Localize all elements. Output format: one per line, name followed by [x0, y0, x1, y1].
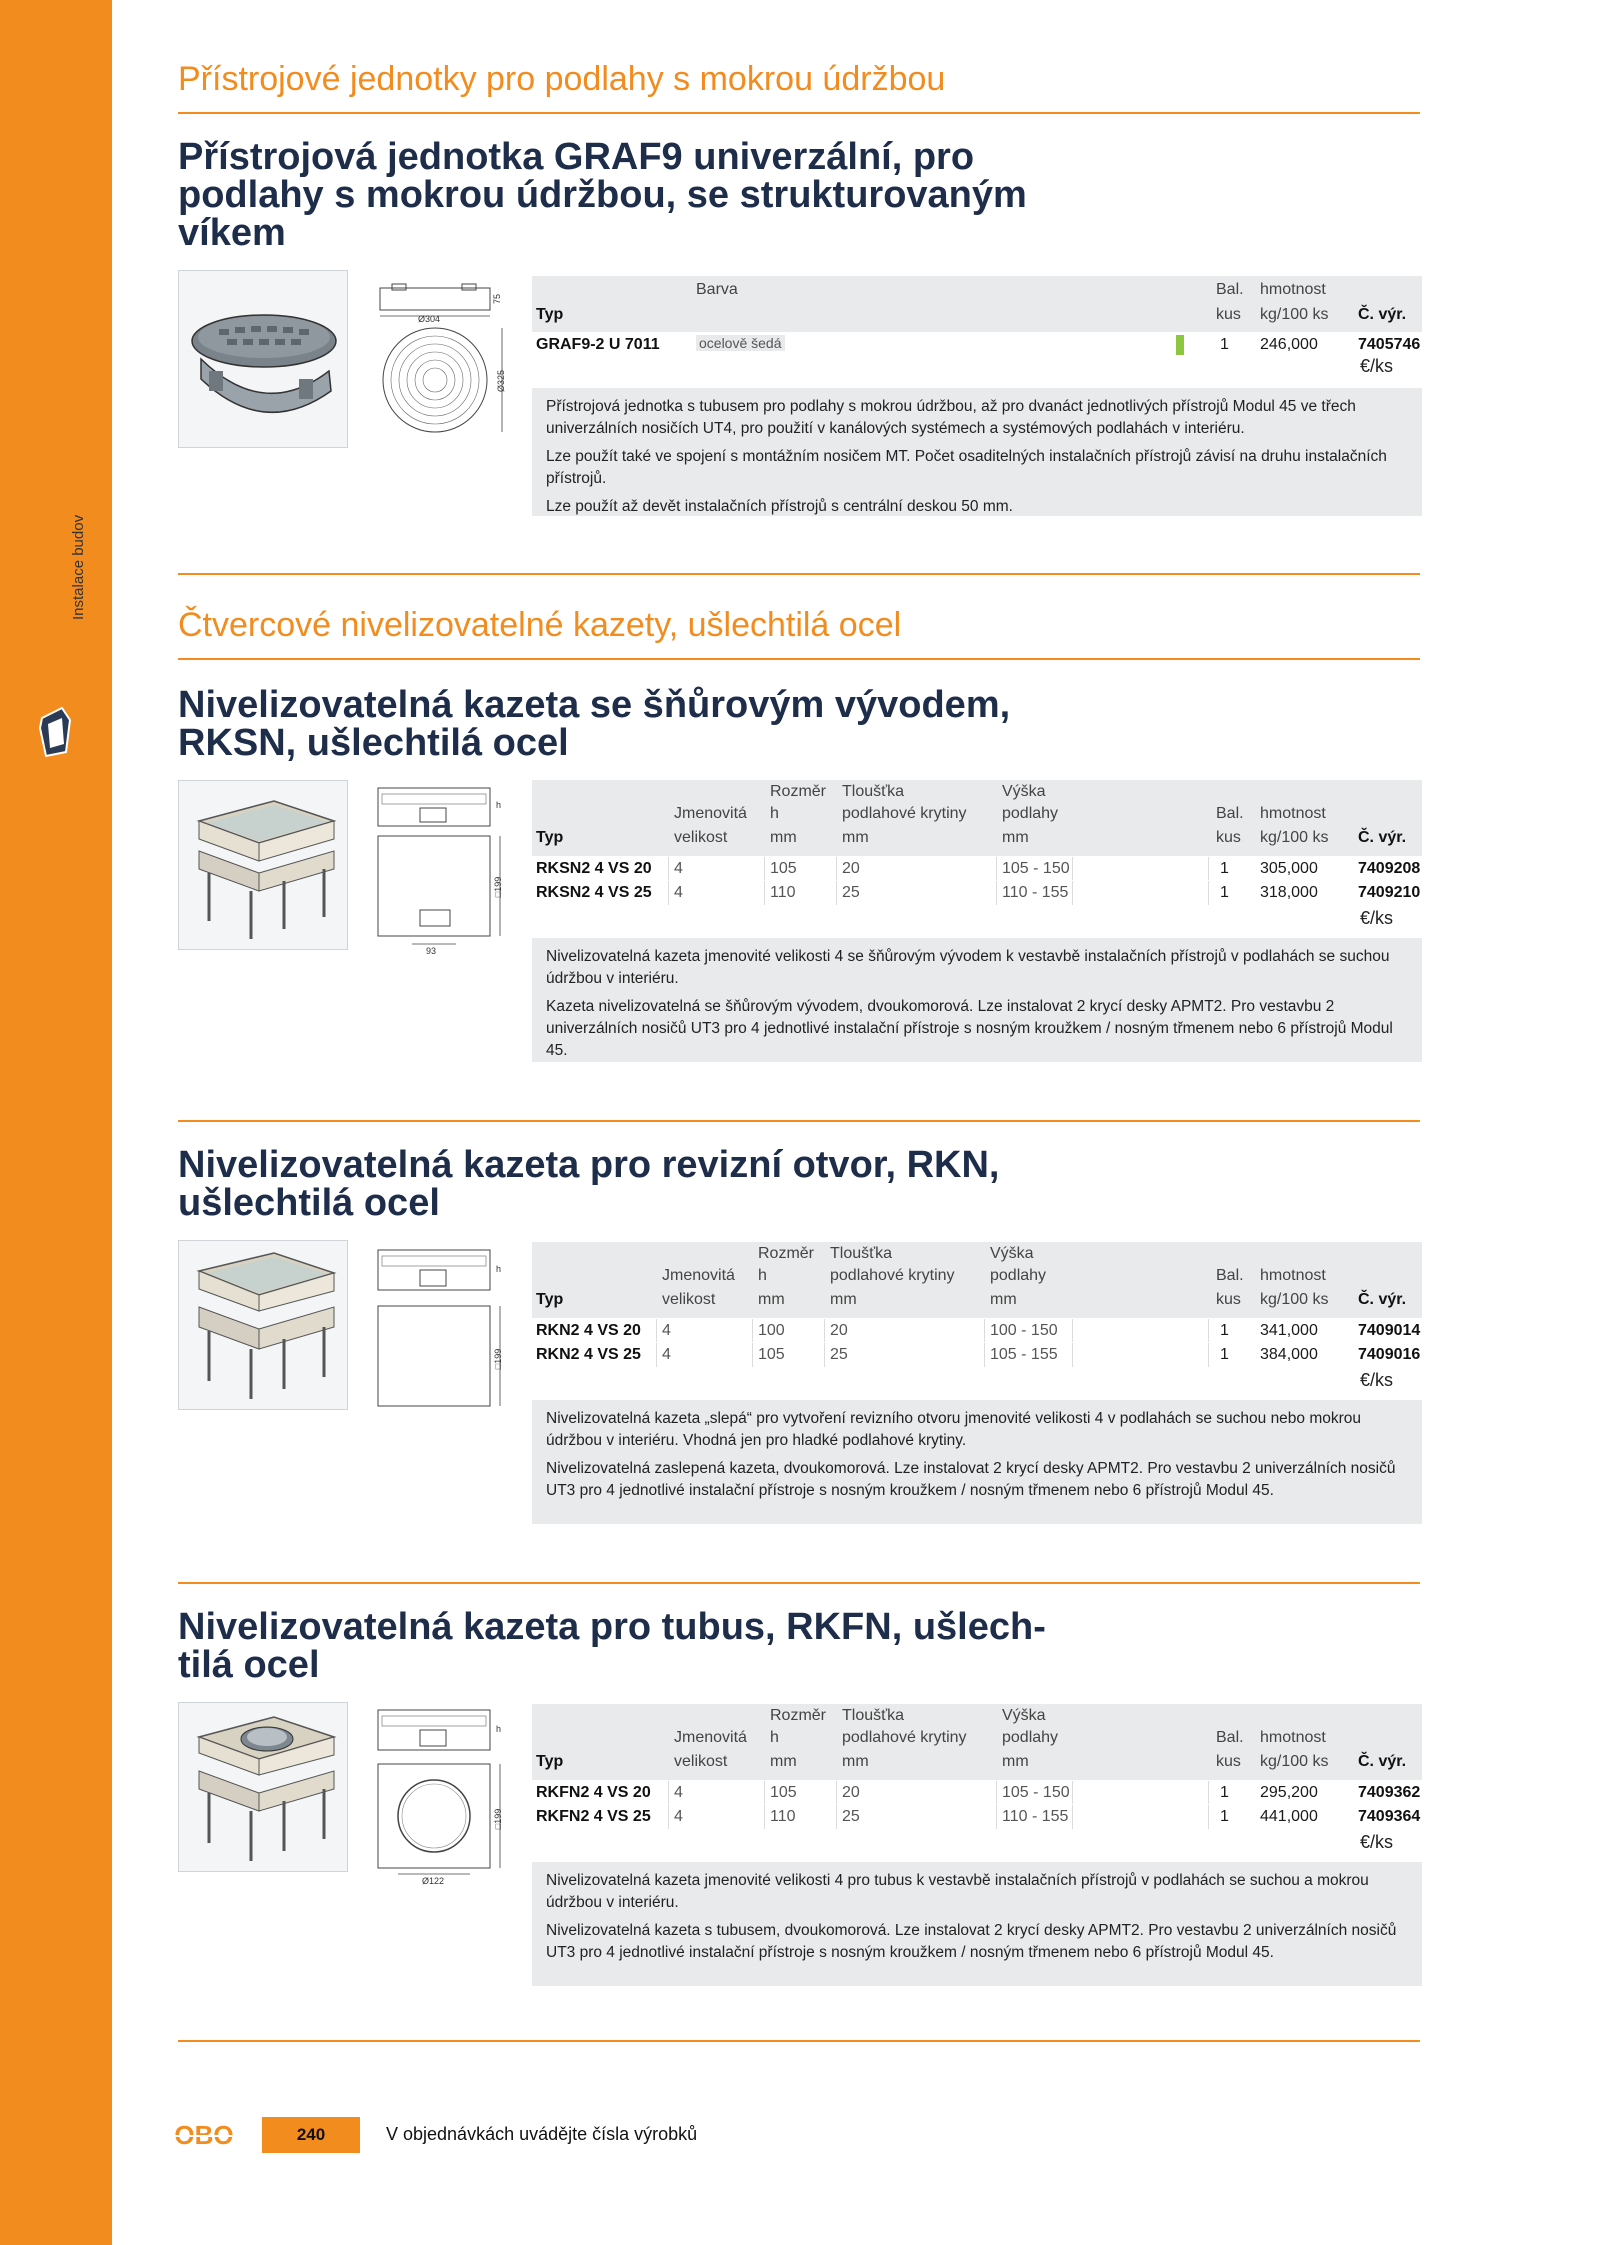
price-unit: €/ks: [1360, 908, 1394, 928]
drawing-label: Ø122: [422, 1876, 445, 1886]
spec-table-header: Rozměr Tloušťka Výška Jmenovitá h podlahové krytiny podlahy Bal. hmotnost Typ velikost mm mm mm kus kg/100 ks Č. výr.: [532, 1242, 1422, 1318]
price-unit: €/ks: [1360, 356, 1394, 376]
product-title-rksn: Nivelizovatelná kazeta se šňůrovým vývodem, RKSN, ušlechtilá ocel: [178, 684, 1011, 764]
drawing-label: h: [496, 1724, 502, 1734]
description-rksn: [532, 938, 1422, 1062]
section-title-wet-floors: Přístrojové jednotky pro podlahy s mokrou údržbou: [178, 60, 946, 98]
spec-table-rkn: [532, 1242, 1422, 1366]
color-indicator: [1176, 335, 1184, 355]
description-paragraph: Nivelizovatelná kazeta jmenovité velikosti 4 pro tubus k vestavbě instalačních přístrojů v podlahách se suchou a mokrou údržbou v interiéru.: [546, 1872, 1369, 1911]
description-paragraph: Kazeta nivelizovatelná se šňůrovým vývodem, dvoukomorová. Lze instalovat 2 krycí desky APMT2. Pro vestavbu 2 univerzálních nosičů UT3 pro 4 jednotlivé instalační přístroje s nosným kroužkem / nosným třmenem nebo 6 přístrojů Modul 45.: [546, 998, 1393, 1059]
side-label: Instalace budov: [70, 514, 87, 620]
technical-drawing-rksn: [372, 782, 512, 960]
spec-table-header: Rozměr Tloušťka Výška Jmenovitá h podlahové krytiny podlahy Bal. hmotnost Typ velikost mm mm mm kus kg/100 ks Č. výr.: [532, 1704, 1422, 1780]
table-row: GRAF9-2 U 7011 ocelově šedá 1 246,000 7405746: [532, 332, 1422, 356]
drawing-label: 75: [492, 293, 503, 305]
spec-table-header: Barva Typ Bal. kus hmotnost kg/100 ks Č. výr.: [532, 276, 1422, 332]
table-row: RKSN2 4 VS 25 4 110 25 110 - 155 1 318,000 7409210: [532, 880, 1422, 904]
description-paragraph: Nivelizovatelná kazeta jmenovité velikosti 4 se šňůrovým vývodem k vestavbě instalačních přístrojů v podlahách se suchou údržbou v interiéru.: [546, 948, 1390, 987]
product-title-rkfn: Nivelizovatelná kazeta pro tubus, RKFN, ušlech-tilá ocel: [178, 1606, 1046, 1686]
description-paragraph: Nivelizovatelná kazeta „slepá“ pro vytvoření revizního otvoru jmenovité velikosti 4 v podlahách se suchou nebo mokrou údržbou v interiéru. Vhodná jen pro hladké podlahové krytiny.: [546, 1410, 1362, 1449]
description-rkfn: [532, 1862, 1422, 1986]
drawing-label: □199: [493, 1348, 504, 1370]
description-paragraph: Nivelizovatelná kazeta s tubusem, dvoukomorová. Lze instalovat 2 krycí desky APMT2. Pro vestavbu 2 univerzálních nosičů UT3 pro 4 jednotlivé instalační přístroje s nosným kroužkem / nosným třmenem nebo 6 přístrojů Modul 45.: [546, 1922, 1397, 1961]
side-bar: [0, 0, 112, 2245]
table-row: RKFN2 4 VS 25 4 110 25 110 - 155 1 441,000 7409364: [532, 1804, 1422, 1828]
product-title-rkn: Nivelizovatelná kazeta pro revizní otvor, RKN, ušlechtilá ocel: [178, 1144, 1000, 1224]
product-photo-rksn: [178, 780, 348, 950]
table-row: RKN2 4 VS 25 4 105 25 105 - 155 1 384,000 7409016: [532, 1342, 1422, 1366]
product-photo-rkfn: [178, 1702, 348, 1872]
price-unit: €/ks: [1360, 1370, 1394, 1390]
building-installation-icon: [36, 700, 74, 760]
table-row: RKSN2 4 VS 20 4 105 20 105 - 150 1 305,000 7409208: [532, 856, 1422, 880]
spec-table-rkfn: [532, 1704, 1422, 1828]
spec-table-header: Rozměr Tloušťka Výška Jmenovitá h podlahové krytiny podlahy Bal. hmotnost Typ velikost mm mm mm kus kg/100 ks Č. výr.: [532, 780, 1422, 856]
drawing-label: 93: [426, 946, 437, 956]
section-title-square-boxes: Čtvercové nivelizovatelné kazety, ušlechtilá ocel: [178, 606, 902, 644]
drawing-label: □199: [493, 1808, 504, 1830]
section-rule: [178, 573, 1420, 575]
footer-text: V objednávkách uvádějte čísla výrobků: [386, 2124, 698, 2144]
table-row: RKFN2 4 VS 20 4 105 20 105 - 150 1 295,200 7409362: [532, 1780, 1422, 1804]
technical-drawing-rkn: [372, 1244, 512, 1414]
product-photo-graf9: [178, 270, 348, 448]
description-paragraph: Lze použít také ve spojení s montážním nosičem MT. Počet osaditelných instalačních přístrojů závisí na druhu instalačních přístrojů.: [546, 448, 1387, 487]
spec-table-graf9: [532, 276, 1422, 356]
price-unit: €/ks: [1360, 1832, 1394, 1852]
technical-drawing-graf9: [372, 280, 512, 450]
obo-logo: [166, 2121, 242, 2151]
description-paragraph: Přístrojová jednotka s tubusem pro podlahy s mokrou údržbou, až pro dvanáct jednotlivých přístrojů Modul 45 ve třech univerzálních nosičích UT4, pro použití v kanálových systémech a systémových podlahách v interiéru.: [546, 398, 1356, 437]
svg-text:OBO: OBO: [174, 2121, 234, 2150]
table-row: RKN2 4 VS 20 4 100 20 100 - 150 1 341,000 7409014: [532, 1318, 1422, 1342]
drawing-label: Ø304: [418, 314, 441, 324]
section-rule: [178, 112, 1420, 114]
product-title-graf9: Přístrojová jednotka GRAF9 univerzální, pro podlahy s mokrou údržbou, se strukturovaným víkem: [178, 136, 1027, 254]
drawing-label: h: [496, 800, 502, 810]
section-rule: [178, 1120, 1420, 1122]
description-paragraph: Nivelizovatelná zaslepená kazeta, dvoukomorová. Lze instalovat 2 krycí desky APMT2. Pro vestavbu 2 univerzálních nosičů UT3 pro 4 jednotlivé instalační přístroje s nosným kroužkem / nosným třmenem nebo 6 přístrojů Modul 45.: [546, 1460, 1396, 1499]
page-number: 240: [262, 2117, 360, 2153]
description-rkn: [532, 1400, 1422, 1524]
drawing-label: h: [496, 1264, 502, 1274]
drawing-label: Ø325: [496, 369, 507, 393]
description-graf9: [532, 388, 1422, 516]
section-rule: [178, 1582, 1420, 1584]
section-rule: [178, 2040, 1420, 2042]
spec-table-rksn: [532, 780, 1422, 904]
section-rule: [178, 658, 1420, 660]
drawing-label: □199: [493, 876, 504, 898]
description-paragraph: Lze použít až devět instalačních přístrojů s centrální deskou 50 mm.: [546, 498, 1013, 515]
product-photo-rkn: [178, 1240, 348, 1410]
technical-drawing-rkfn: [372, 1704, 512, 1888]
